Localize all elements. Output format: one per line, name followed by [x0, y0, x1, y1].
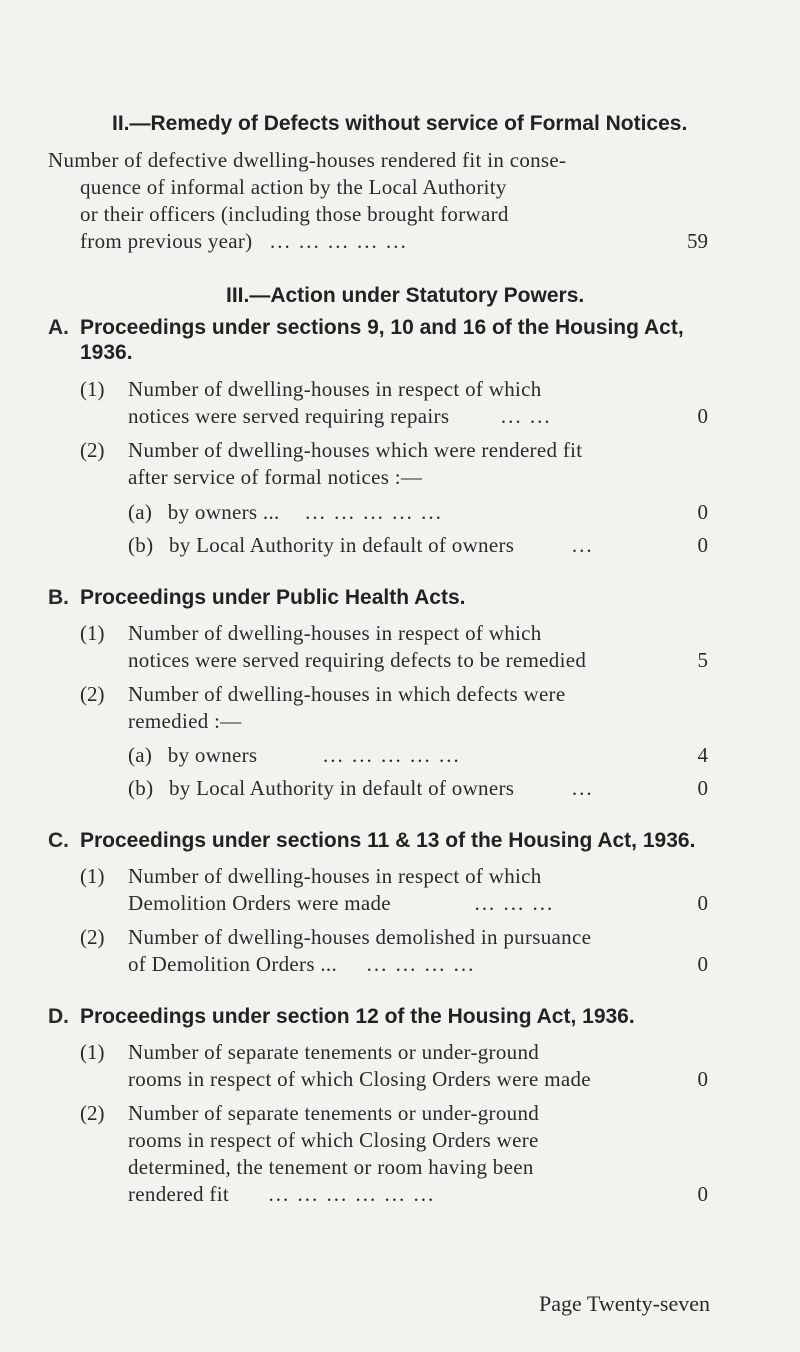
section-ii-title: II.—Remedy of Defects without service of Formal Notices. — [112, 112, 688, 135]
c-item-2-number: (2) — [80, 925, 105, 949]
page-number-label: Page Twenty-seven — [539, 1291, 710, 1316]
c-item-2-value: 0 — [697, 952, 708, 976]
subsection-b-letter: B. — [48, 586, 69, 609]
subsection-c-letter: C. — [48, 829, 69, 852]
subsection-d-title: Proceedings under section 12 of the Housing Act, 1936. — [80, 1005, 635, 1028]
a-item-2-line-1: Number of dwelling-houses which were rendered fit — [128, 438, 583, 462]
c-item-1-value: 0 — [697, 891, 708, 915]
a-item-2-line-2: after service of formal notices :— — [128, 465, 423, 489]
b-item-1-line-1: Number of dwelling-houses in respect of which — [128, 621, 542, 645]
d-item-2-line-2: rooms in respect of which Closing Orders were — [128, 1128, 539, 1152]
b-item-2-line-1: Number of dwelling-houses in which defects were — [128, 682, 566, 706]
d-item-1-number: (1) — [80, 1040, 105, 1064]
sub-label: (b) — [128, 533, 154, 557]
a-item-2-number: (2) — [80, 438, 105, 462]
a-item-2-sub-b — [128, 533, 594, 558]
d-item-2-line-4 — [128, 1182, 435, 1207]
b-item-1-line-2: notices were served requiring defects to be remedied — [128, 648, 587, 672]
c-item-1-line-2-text: Demolition Orders were made — [128, 891, 391, 915]
c-item-2-line-2 — [128, 952, 475, 977]
d-item-2-line-1: Number of separate tenements or under-ground — [128, 1101, 540, 1125]
section-ii-line-4 — [80, 229, 408, 254]
section-ii-line-1: Number of defective dwelling-houses rendered fit in conse- — [48, 148, 567, 172]
a-item-1-number: (1) — [80, 377, 105, 401]
b-item-2-sub-a — [128, 743, 461, 768]
sub-text: by owners — [167, 743, 258, 767]
c-item-1-line-1: Number of dwelling-houses in respect of which — [128, 864, 542, 888]
leader-dots: ... ... ... — [474, 891, 555, 915]
b-item-2-line-2: remedied :— — [128, 709, 242, 733]
leader-dots: ... ... ... ... — [366, 952, 476, 976]
d-item-2-number: (2) — [80, 1101, 105, 1125]
b-item-2-sub-b-value: 0 — [697, 776, 708, 800]
section-iii-title: III.—Action under Statutory Powers. — [226, 284, 585, 307]
c-item-2-line-1: Number of dwelling-houses demolished in pursuance — [128, 925, 592, 949]
leader-dots: ... ... ... ... ... — [322, 743, 461, 767]
leader-dots: ... — [571, 776, 594, 800]
c-item-1-number: (1) — [80, 864, 105, 888]
subsection-d-letter: D. — [48, 1005, 69, 1028]
section-ii-line-2: quence of informal action by the Local Authority — [80, 175, 507, 199]
c-item-1-line-2 — [128, 891, 554, 916]
leader-dots: ... — [571, 533, 594, 557]
c-item-2-line-2-text: of Demolition Orders ... — [128, 952, 337, 976]
subsection-a-title: Proceedings under sections 9, 10 and 16 of the Housing Act, — [80, 316, 684, 339]
b-item-1-number: (1) — [80, 621, 105, 645]
leader-dots: ... ... ... ... ... ... — [268, 1182, 436, 1206]
a-item-1-value: 0 — [697, 404, 708, 428]
b-item-2-sub-a-value: 4 — [697, 743, 708, 767]
d-item-1-line-2: rooms in respect of which Closing Orders were made — [128, 1067, 591, 1091]
leader-dots: ... ... ... ... ... — [270, 229, 408, 253]
section-ii-line-3: or their officers (including those brought forward — [80, 202, 509, 226]
a-item-2-sub-b-value: 0 — [697, 533, 708, 557]
d-item-1-value: 0 — [697, 1067, 708, 1091]
section-ii-line-4-text: from previous year) — [80, 229, 253, 253]
a-item-2-sub-a-value: 0 — [697, 500, 708, 524]
sub-label: (b) — [128, 776, 154, 800]
b-item-2-sub-b — [128, 776, 594, 801]
a-item-2-sub-a — [128, 500, 443, 525]
sub-text: by Local Authority in default of owners — [168, 533, 515, 557]
b-item-2-number: (2) — [80, 682, 105, 706]
a-item-1-line-2 — [128, 404, 552, 429]
sub-text: by Local Authority in default of owners — [168, 776, 515, 800]
subsection-a-letter: A. — [48, 316, 69, 339]
subsection-a-title-cont: 1936. — [80, 341, 133, 364]
section-ii-value: 59 — [687, 229, 708, 253]
d-item-2-line-4-text: rendered fit — [128, 1182, 229, 1206]
sub-label: (a) — [128, 500, 153, 524]
sub-text: by owners ... — [167, 500, 280, 524]
subsection-b-title: Proceedings under Public Health Acts. — [80, 586, 466, 609]
leader-dots: ... ... — [500, 404, 552, 428]
subsection-c-title: Proceedings under sections 11 & 13 of the Housing Act, 1936. — [80, 829, 696, 852]
d-item-2-value: 0 — [697, 1182, 708, 1206]
a-item-1-line-2-text: notices were served requiring repairs — [128, 404, 450, 428]
sub-label: (a) — [128, 743, 153, 767]
d-item-2-line-3: determined, the tenement or room having been — [128, 1155, 534, 1179]
d-item-1-line-1: Number of separate tenements or under-ground — [128, 1040, 540, 1064]
leader-dots: ... ... ... ... ... — [305, 500, 443, 524]
b-item-1-value: 5 — [697, 648, 708, 672]
a-item-1-line-1: Number of dwelling-houses in respect of which — [128, 377, 542, 401]
